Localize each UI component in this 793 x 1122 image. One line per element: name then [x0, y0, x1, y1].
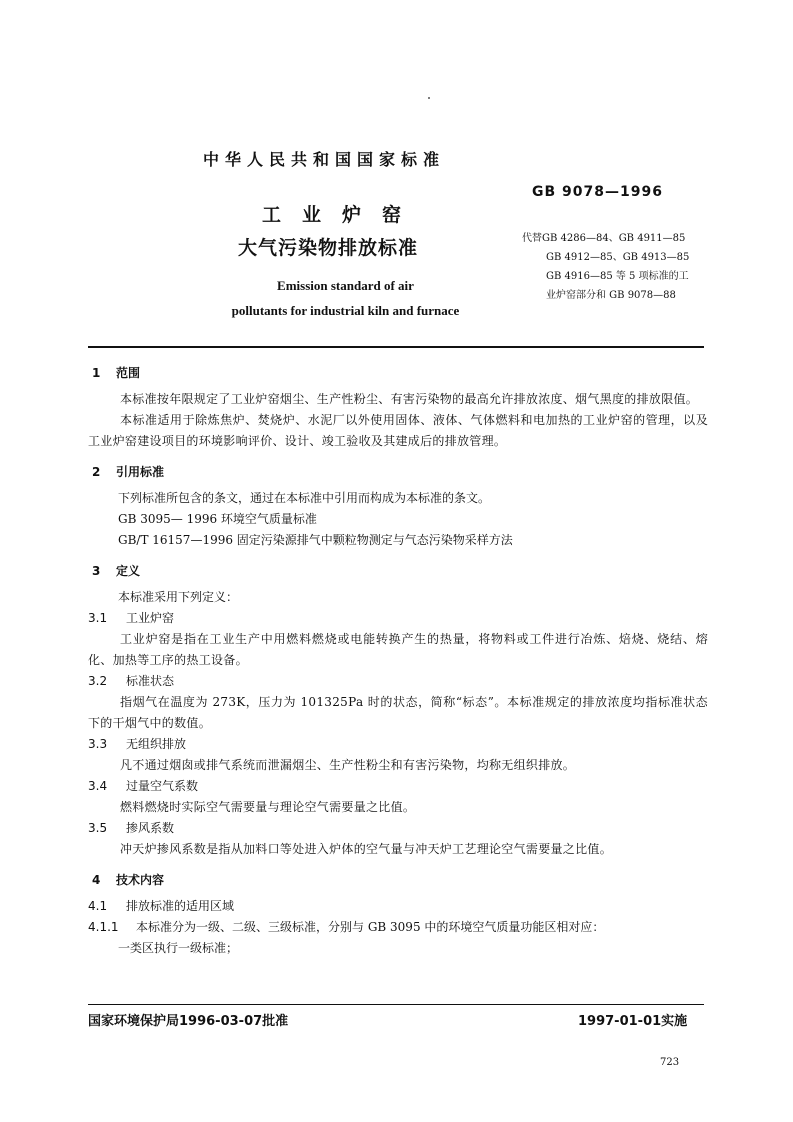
standard-code: GB 9078—1996 [532, 184, 663, 200]
paragraph: 本标准适用于除炼焦炉、焚烧炉、水泥厂以外使用固体、液体、气体燃料和电加热的工业炉窑的管理，以及工业炉窑建设项目的环境影响评价、设计、竣工验收及其建成后的排放管理。 [88, 413, 708, 448]
clause-title: 工业炉窑 [126, 611, 175, 625]
replaced-line: 业炉窑部分和 GB 9078—88 [546, 290, 676, 301]
definition-heading [88, 608, 708, 629]
paragraph: 本标准按年限规定了工业炉窑烟尘、生产性粉尘、有害污染物的最高允许排放浓度、烟气黑度的排放限值。 [120, 392, 699, 406]
definition-heading [88, 671, 708, 692]
replaced-standards [522, 229, 689, 305]
paragraph: 下列标准所包含的条文，通过在本标准中引用而构成为本标准的条文。 [118, 491, 491, 505]
paragraph: 本标准采用下列定义： [118, 590, 239, 604]
section-title: 定义 [116, 564, 141, 578]
footer-divider [88, 1004, 704, 1005]
clause-title: 过量空气系数 [126, 779, 199, 793]
clause-number: 3.2 [88, 674, 108, 688]
section-title: 范围 [116, 366, 141, 380]
definition-text: 指烟气在温度为 273K，压力为 101325Pa 时的状态，简称“标态”。本标准规定的排放浓度均指标准状态下的干烟气中的数值。 [88, 695, 708, 730]
page-number: 723 [660, 1057, 680, 1068]
definition-text: 凡不通过烟囱或排气系统而泄漏烟尘、生产性粉尘和有害污染物，均称无组织排放。 [120, 758, 576, 772]
definition-text: 燃料燃烧时实际空气需要量与理论空气需要量之比值。 [120, 800, 416, 814]
section-heading-references [88, 463, 708, 480]
section-title: 技术内容 [116, 873, 165, 887]
clause-text [88, 917, 708, 938]
definition-heading [88, 818, 708, 839]
english-title-line1: Emission standard of air [277, 278, 414, 293]
list-item: 一类区执行一级标准； [118, 941, 239, 955]
section-heading-technical [88, 871, 708, 888]
section-number: 4 [92, 873, 101, 887]
issue-date: 国家环境保护局1996-03-07批准 [88, 1014, 289, 1029]
clause-number: 4.1.1 [88, 920, 119, 934]
section-heading-scope [88, 364, 708, 381]
definition-text: 冲天炉掺风系数是指从加料口等处进入炉体的空气量与冲天炉工艺理论空气需要量之比值。 [120, 842, 613, 856]
clause-number: 3.4 [88, 779, 108, 793]
scan-speck [428, 97, 430, 99]
section-title: 引用标准 [116, 465, 165, 479]
clause-heading [88, 896, 708, 917]
effective-date: 1997-01-01实施 [578, 1014, 688, 1029]
clause-title: 排放标准的适用区域 [126, 899, 235, 913]
clause-number: 3.3 [88, 737, 108, 751]
clause-number: 4.1 [88, 899, 108, 913]
clause-title: 掺风系数 [126, 821, 175, 835]
english-title [218, 273, 473, 323]
clause-number: 3.5 [88, 821, 108, 835]
reference-item: GB/T 16157—1996 固定污染源排气中颗粒物测定与气态污染物采样方法 [118, 533, 513, 547]
document-title-line1: 工业炉窑 [262, 204, 423, 226]
definition-heading [88, 776, 708, 797]
replaced-line: GB 4912—85、GB 4913—85 [546, 252, 690, 263]
clause-title: 无组织排放 [126, 737, 187, 751]
definition-heading [88, 734, 708, 755]
national-standard-heading: 中华人民共和国国家标准 [203, 150, 446, 169]
section-number: 2 [92, 465, 101, 479]
clause-number: 3.1 [88, 611, 108, 625]
definition-text: 工业炉窑是指在工业生产中用燃料燃烧或电能转换产生的热量，将物料或工件进行冶炼、焙烧、烧结、熔化、加热等工序的热工设备。 [88, 632, 708, 667]
reference-item: GB 3095— 1996 环境空气质量标准 [118, 512, 317, 526]
header-divider [88, 346, 704, 348]
section-heading-definitions [88, 562, 708, 579]
replaced-line: 代替GB 4286—84、GB 4911—85 [522, 233, 686, 244]
clause-body: 本标准分为一级、二级、三级标准，分别与 GB 3095 中的环境空气质量功能区相对应： [136, 920, 605, 934]
english-title-line2: pollutants for industrial kiln and furnace [231, 303, 460, 318]
clause-title: 标准状态 [126, 674, 175, 688]
section-number: 3 [92, 564, 101, 578]
section-number: 1 [92, 366, 101, 380]
document-body [88, 364, 708, 959]
replaced-line: GB 4916—85 等 5 项标准的工 [546, 271, 689, 282]
document-title-line2: 大气污染物排放标准 [238, 237, 419, 259]
